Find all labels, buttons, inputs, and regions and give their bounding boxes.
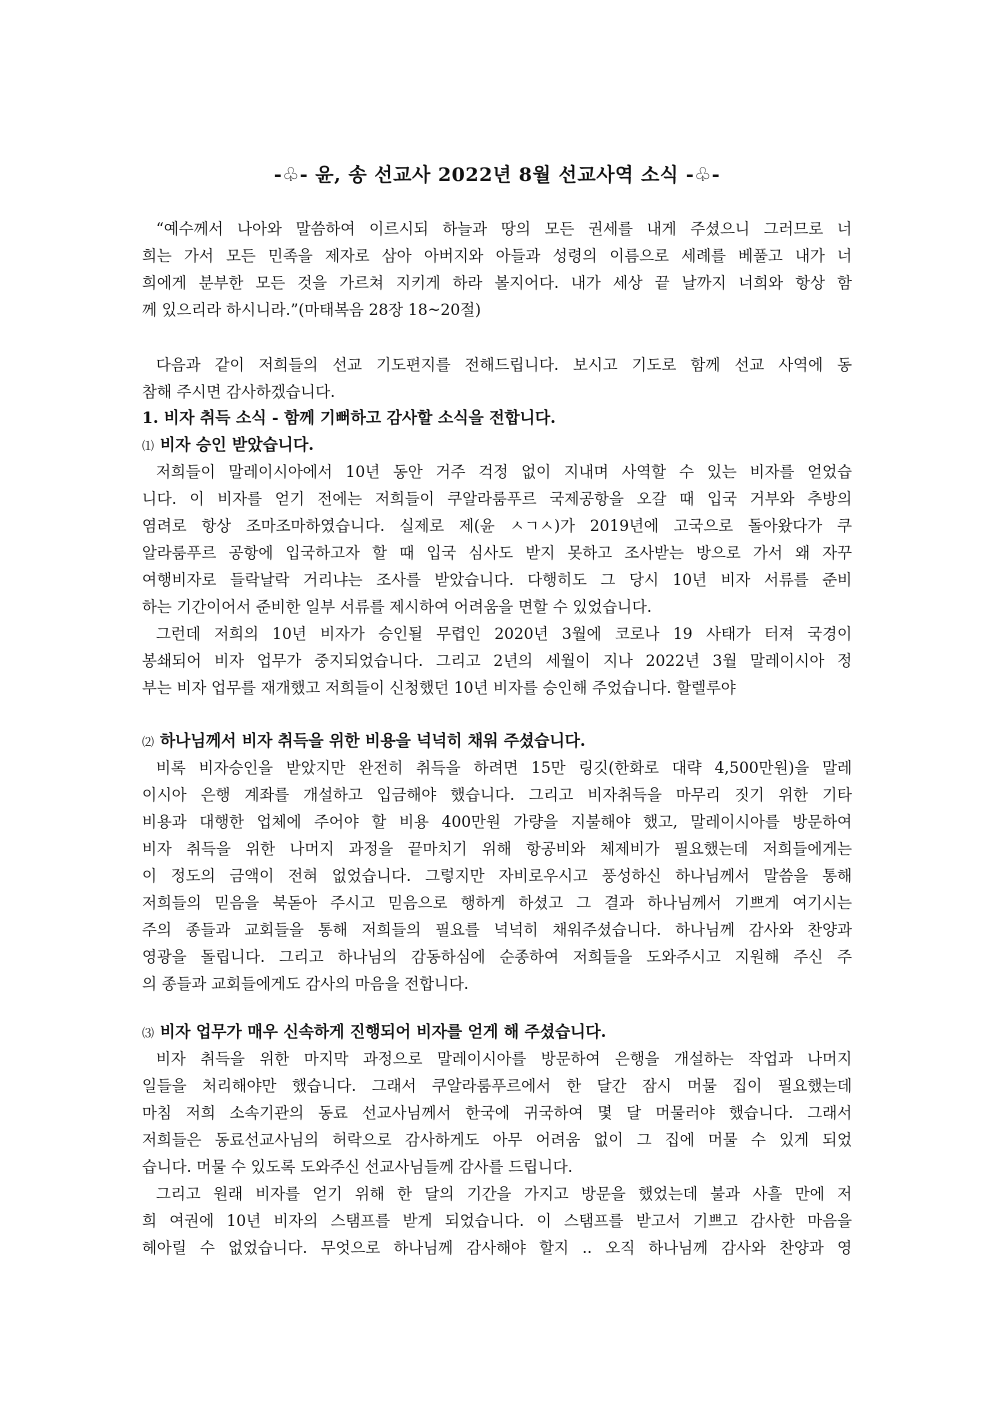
page-title: -♧- 윤, 송 선교사 2022년 8월 선교사역 소식 -♧-: [273, 164, 721, 186]
paragraph-line: 주의 종들과 교회들을 통해 저희들의 필요를 넉넉히 채워주셨습니다. 하나님께 감사와 찬양과: [142, 921, 852, 939]
subsection-title: 하나님께서 비자 취득을 위한 비용을 넉넉히 채워 주셨습니다.: [160, 731, 586, 750]
verse-line: “예수께서 나아와 말씀하여 이르시되 하늘과 땅의 모든 권세를 내게 주셨으니 그러므로 너: [156, 220, 852, 238]
paragraph-line: 의 종들과 교회들에게도 감사의 마음을 전합니다.: [142, 975, 469, 993]
paragraph-line: 헤아릴 수 없었습니다. 무엇으로 하나님께 감사해야 할지 .. 오직 하나님께 감사와 찬양과 영: [142, 1239, 852, 1257]
subsection-number: ⑵: [142, 735, 155, 749]
paragraph-line: 희 여권에 10년 비자의 스탬프를 받게 되었습니다. 이 스탬프를 받고서 기쁘고 감사한 마음을: [142, 1212, 852, 1230]
paragraph-line: 봉쇄되어 비자 업무가 중지되었습니다. 그리고 2년의 세월이 지나 2022년 3월 말레이시아 정: [142, 652, 852, 670]
paragraph-line: 비용과 대행한 업체에 주어야 할 비용 400만원 가량을 지불해야 했고, 말레이시아를 방문하여: [142, 813, 852, 831]
verse-line: 께 있으리라 하시니라.”(마태복음 28장 18~20절): [142, 301, 481, 319]
intro-line: 다음과 같이 저희들의 선교 기도편지를 전해드립니다. 보시고 기도로 함께 선교 사역에 동: [156, 356, 852, 374]
paragraph-line: 저희들은 동료선교사님의 허락으로 감사하게도 아무 어려움 없이 그 집에 머물 수 있게 되었: [142, 1131, 852, 1149]
paragraph-line: 저희들의 믿음을 북돋아 주시고 믿음으로 행하게 하셨고 그 결과 하나님께서 기쁘게 여기시는: [142, 894, 852, 912]
intro-line: 참해 주시면 감사하겠습니다.: [142, 383, 336, 401]
paragraph-line: 이 정도의 금액이 전혀 없었습니다. 그렇지만 자비로우시고 풍성하신 하나님께서 말씀을 통해: [142, 867, 852, 885]
subsection-heading: [142, 435, 314, 456]
paragraph-line: 부는 비자 업무를 재개했고 저희들이 신청했던 10년 비자를 승인해 주었습니다. 할렐루야: [142, 679, 736, 697]
paragraph-line: 그런데 저희의 10년 비자가 승인될 무렵인 2020년 3월에 코로나 19 사태가 터져 국경이: [156, 625, 852, 643]
subsection-title: 비자 승인 받았습니다.: [160, 435, 314, 454]
subsection-title: 비자 업무가 매우 신속하게 진행되어 비자를 얻게 해 주셨습니다.: [160, 1022, 607, 1041]
paragraph-line: 비록 비자승인을 받았지만 완전히 취득을 하려면 15만 링깃(한화로 대략 4,500만원)을 말레: [156, 759, 852, 777]
subsection-number: ⑶: [142, 1026, 155, 1040]
subsection-number: ⑴: [142, 439, 155, 453]
paragraph-line: 염려로 항상 조마조마하였습니다. 실제로 제(윤 ㅅㄱㅅ)가 2019년에 고국으로 돌아왔다가 쿠: [142, 517, 852, 535]
paragraph-line: 하는 기간이어서 준비한 일부 서류를 제시하여 어려움을 면할 수 있었습니다.: [142, 598, 652, 616]
subsection-heading: [142, 731, 586, 752]
verse-line: 희는 가서 모든 민족을 제자로 삼아 아버지와 아들과 성령의 이름으로 세례를 베풀고 내가 너: [142, 247, 852, 265]
paragraph-line: 니다. 이 비자를 얻기 전에는 저희들이 쿠알라룸푸르 국제공항을 오갈 때 입국 거부와 추방의: [142, 490, 852, 508]
subsection-heading: [142, 1022, 606, 1043]
paragraph-line: 습니다. 머물 수 있도록 도와주신 선교사님들께 감사를 드립니다.: [142, 1158, 573, 1176]
paragraph-line: 그리고 원래 비자를 얻기 위해 한 달의 기간을 가지고 방문을 했었는데 불과 사흘 만에 저: [156, 1185, 852, 1203]
paragraph-line: 일들을 처리해야만 했습니다. 그래서 쿠알라룸푸르에서 한 달간 잠시 머물 집이 필요했는데: [142, 1077, 852, 1095]
verse-line: 희에게 분부한 모든 것을 가르쳐 지키게 하라 볼지어다. 내가 세상 끝 날까지 너희와 항상 함: [142, 274, 852, 292]
paragraph-line: 마침 저희 소속기관의 동료 선교사님께서 한국에 귀국하여 몇 달 머물러야 했습니다. 그래서: [142, 1104, 852, 1122]
paragraph-line: 여행비자로 들락날락 거리냐는 조사를 받았습니다. 다행히도 그 당시 10년 비자 서류를 준비: [142, 571, 852, 589]
paragraph-line: 비자 취득을 위한 나머지 과정을 끝마치기 위해 항공비와 체제비가 필요했는데 저희들에게는: [142, 840, 852, 858]
section-heading: 1. 비자 취득 소식 - 함께 기뻐하고 감사할 소식을 전합니다.: [142, 408, 556, 427]
paragraph-line: 비자 취득을 위한 마지막 과정으로 말레이시아를 방문하여 은행을 개설하는 작업과 나머지: [156, 1050, 852, 1068]
paragraph-line: 영광을 돌립니다. 그리고 하나님의 감동하심에 순종하여 저희들을 도와주시고 지원해 주신 주: [142, 948, 852, 966]
paragraph-line: 이시아 은행 계좌를 개설하고 입금해야 했습니다. 그리고 비자취득을 마무리 짓기 위한 기타: [142, 786, 852, 804]
paragraph-line: 저희들이 말레이시아에서 10년 동안 거주 걱정 없이 지내며 사역할 수 있는 비자를 얻었습: [156, 463, 852, 481]
paragraph-line: 알라룸푸르 공항에 입국하고자 할 때 입국 심사도 받지 못하고 조사받는 방으로 가서 왜 자꾸: [142, 544, 852, 562]
